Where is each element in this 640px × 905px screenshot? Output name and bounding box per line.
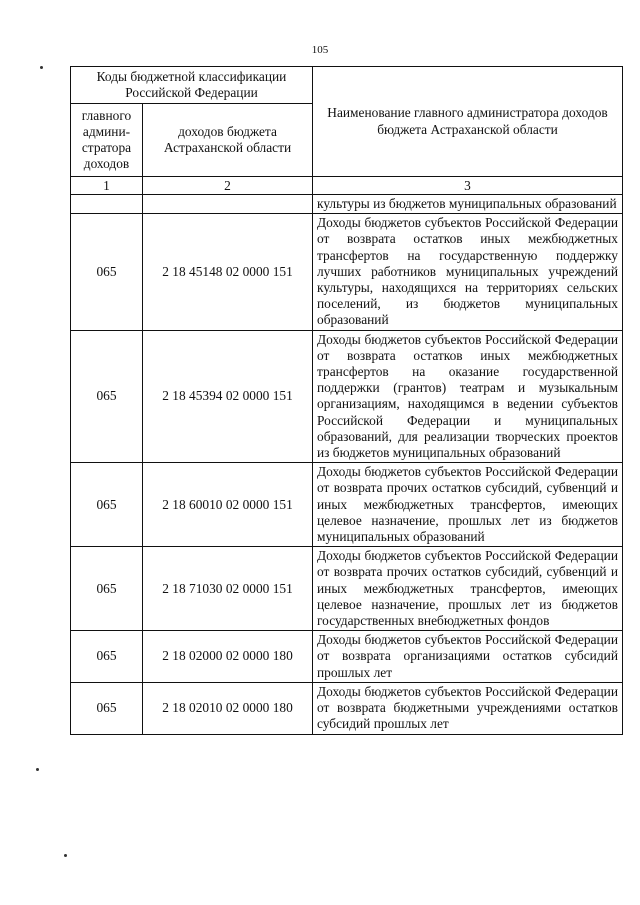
revenue-code-cell: 2 18 45394 02 0000 151 xyxy=(143,330,313,463)
scan-speck xyxy=(64,854,67,857)
revenue-name-cell: культуры из бюджетов муниципальных образований xyxy=(313,195,623,214)
budget-classification-table xyxy=(70,66,623,735)
table-row xyxy=(71,195,623,214)
column-number-row xyxy=(71,177,623,195)
table-row xyxy=(71,330,623,463)
scan-speck xyxy=(40,66,43,69)
table-row xyxy=(71,631,623,683)
admin-code-cell: 065 xyxy=(71,463,143,547)
revenue-name-cell: Доходы бюджетов субъектов Российской Федерации от возврата организациями остатков субсидий прошлых лет xyxy=(313,631,623,683)
table-row xyxy=(71,547,623,631)
revenue-name-cell: Доходы бюджетов субъектов Российской Федерации от возврата бюджетными учреждениями остатков субсидий прошлых лет xyxy=(313,682,623,734)
column-number-1: 1 xyxy=(71,177,143,195)
column-number-3: 3 xyxy=(313,177,623,195)
header-col2-title: доходов бюджета Астраханской области xyxy=(143,104,313,177)
admin-code-cell: 065 xyxy=(71,682,143,734)
header-row-group xyxy=(71,67,623,104)
page-number: 105 xyxy=(311,44,329,56)
table-row xyxy=(71,463,623,547)
admin-code-cell: 065 xyxy=(71,330,143,463)
revenue-code-cell: 2 18 02000 02 0000 180 xyxy=(143,631,313,683)
column-number-2: 2 xyxy=(143,177,313,195)
revenue-code-cell: 2 18 02010 02 0000 180 xyxy=(143,682,313,734)
revenue-name-cell: Доходы бюджетов субъектов Российской Федерации от возврата прочих остатков субсидий, субвенций и иных межбюджетных трансфертов, имеющих целевое назначение, прошлых лет из бюджетов государственных внебюджетных фондов xyxy=(313,547,623,631)
revenue-code-cell: 2 18 71030 02 0000 151 xyxy=(143,547,313,631)
revenue-name-cell: Доходы бюджетов субъектов Российской Федерации от возврата остатков иных межбюджетных трансфертов на государственную поддержку лучших работников муниципальных учреждений культуры, находящихся на территориях сельских поселений, из бюджетов муниципальных образований xyxy=(313,214,623,330)
table-row xyxy=(71,682,623,734)
header-col1-title: главного админи-стратора доходов xyxy=(71,104,143,177)
table-row xyxy=(71,214,623,330)
admin-code-cell: 065 xyxy=(71,547,143,631)
revenue-name-cell: Доходы бюджетов субъектов Российской Федерации от возврата остатков иных межбюджетных трансфертов на оказание государственной поддержки (грантов) театрам и музыкальным организациям, находящимся в ведении субъектов Российской Федерации и муниципальных образований, для реализации творческих проектов из бюджетов муниципальных образований xyxy=(313,330,623,463)
revenue-code-cell: 2 18 45148 02 0000 151 xyxy=(143,214,313,330)
revenue-code-cell: 2 18 60010 02 0000 151 xyxy=(143,463,313,547)
header-col3-title: Наименование главного администратора доходов бюджета Астраханской области xyxy=(313,67,623,177)
admin-code-cell: 065 xyxy=(71,631,143,683)
admin-code-cell xyxy=(71,195,143,214)
revenue-code-cell xyxy=(143,195,313,214)
header-group-title: Коды бюджетной классификации Российской Федерации xyxy=(71,67,313,104)
revenue-name-cell: Доходы бюджетов субъектов Российской Федерации от возврата прочих остатков субсидий, субвенций и иных межбюджетных трансфертов, имеющих целевое назначение, прошлых лет из бюджетов муниципальных образований xyxy=(313,463,623,547)
admin-code-cell: 065 xyxy=(71,214,143,330)
scan-speck xyxy=(36,768,39,771)
